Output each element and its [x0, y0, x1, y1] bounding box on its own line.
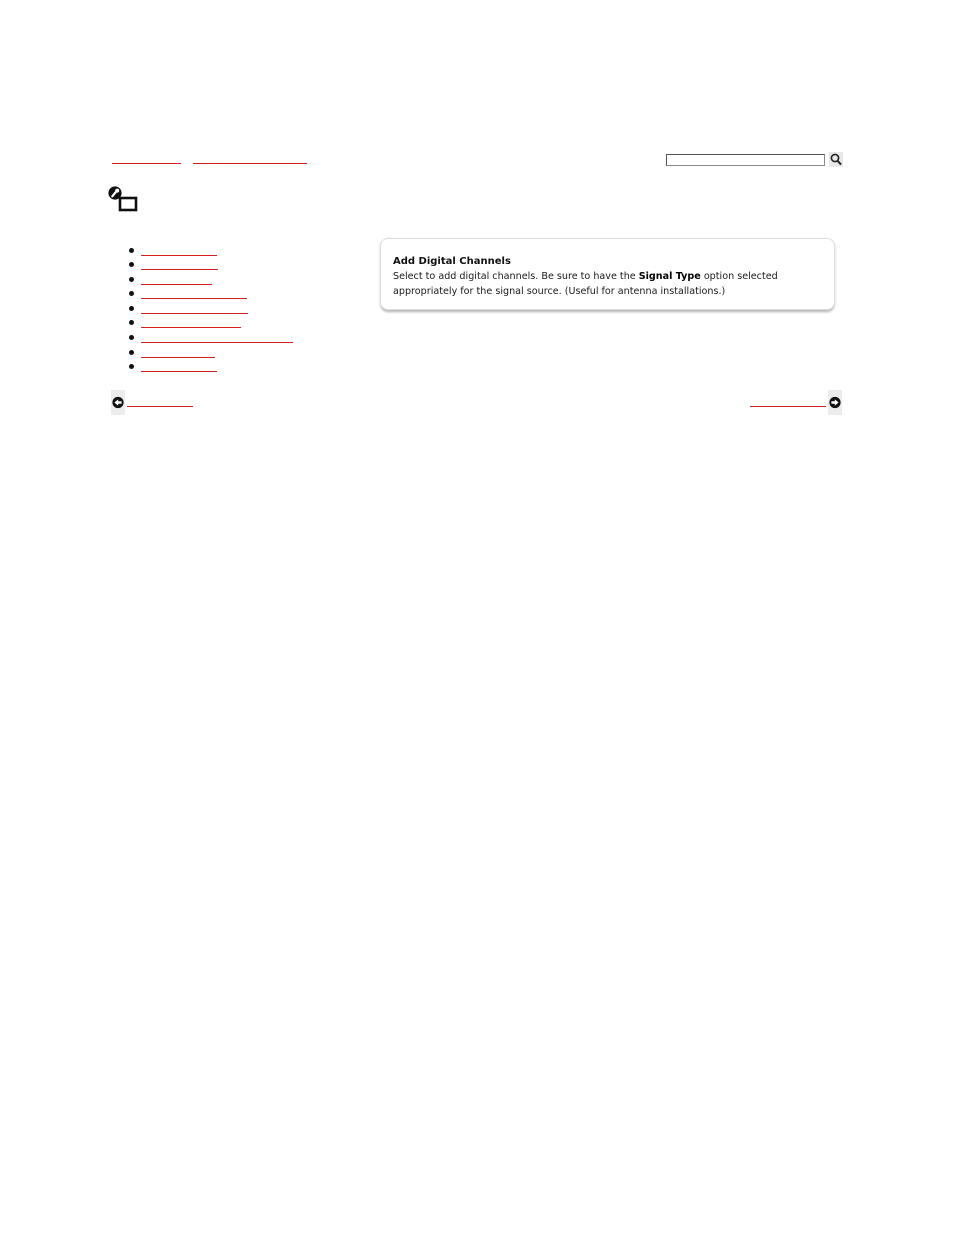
card-description: [393, 269, 822, 284]
magnifier-icon: [829, 152, 843, 167]
breadcrumb-link-home[interactable]: [112, 163, 181, 164]
card-text-part: option selected: [700, 271, 778, 282]
bullet: [129, 248, 134, 253]
bullet: [129, 320, 134, 325]
info-card: [380, 238, 835, 310]
settings-wrench-screen-icon: [106, 185, 140, 215]
card-title: Add Digital Channels: [393, 256, 511, 267]
bullet: [129, 262, 134, 267]
subnav-link[interactable]: [141, 357, 215, 358]
next-page-link[interactable]: [750, 406, 826, 407]
card-emphasis: Signal Type: [638, 271, 701, 282]
bullet: [129, 291, 134, 296]
breadcrumb-link-section[interactable]: [193, 163, 307, 164]
card-description-line2: appropriately for the signal source. (Useful for antenna installations.): [393, 286, 726, 297]
subnav-link[interactable]: [141, 371, 217, 372]
subnav-link[interactable]: [141, 255, 217, 256]
bullet: [129, 277, 134, 282]
bullet: [129, 335, 134, 340]
bullet: [129, 350, 134, 355]
next-page-button[interactable]: [828, 390, 842, 415]
search-input[interactable]: [666, 154, 825, 166]
subnav-link[interactable]: [141, 284, 212, 285]
arrow-right-circle-icon: [828, 390, 842, 415]
card-text-part: Select to add digital channels. Be sure to have the: [393, 271, 639, 282]
subnav-link[interactable]: [141, 342, 293, 343]
bullet: [129, 306, 134, 311]
subnav-link[interactable]: [141, 269, 218, 270]
prev-page-button[interactable]: [111, 390, 125, 415]
prev-page-link[interactable]: [127, 406, 193, 407]
search-button[interactable]: [829, 152, 843, 167]
arrow-left-circle-icon: [111, 390, 125, 415]
subnav-link[interactable]: [141, 298, 247, 299]
subnav-link[interactable]: [141, 327, 241, 328]
bullet: [129, 364, 134, 369]
subnav-link[interactable]: [141, 313, 248, 314]
